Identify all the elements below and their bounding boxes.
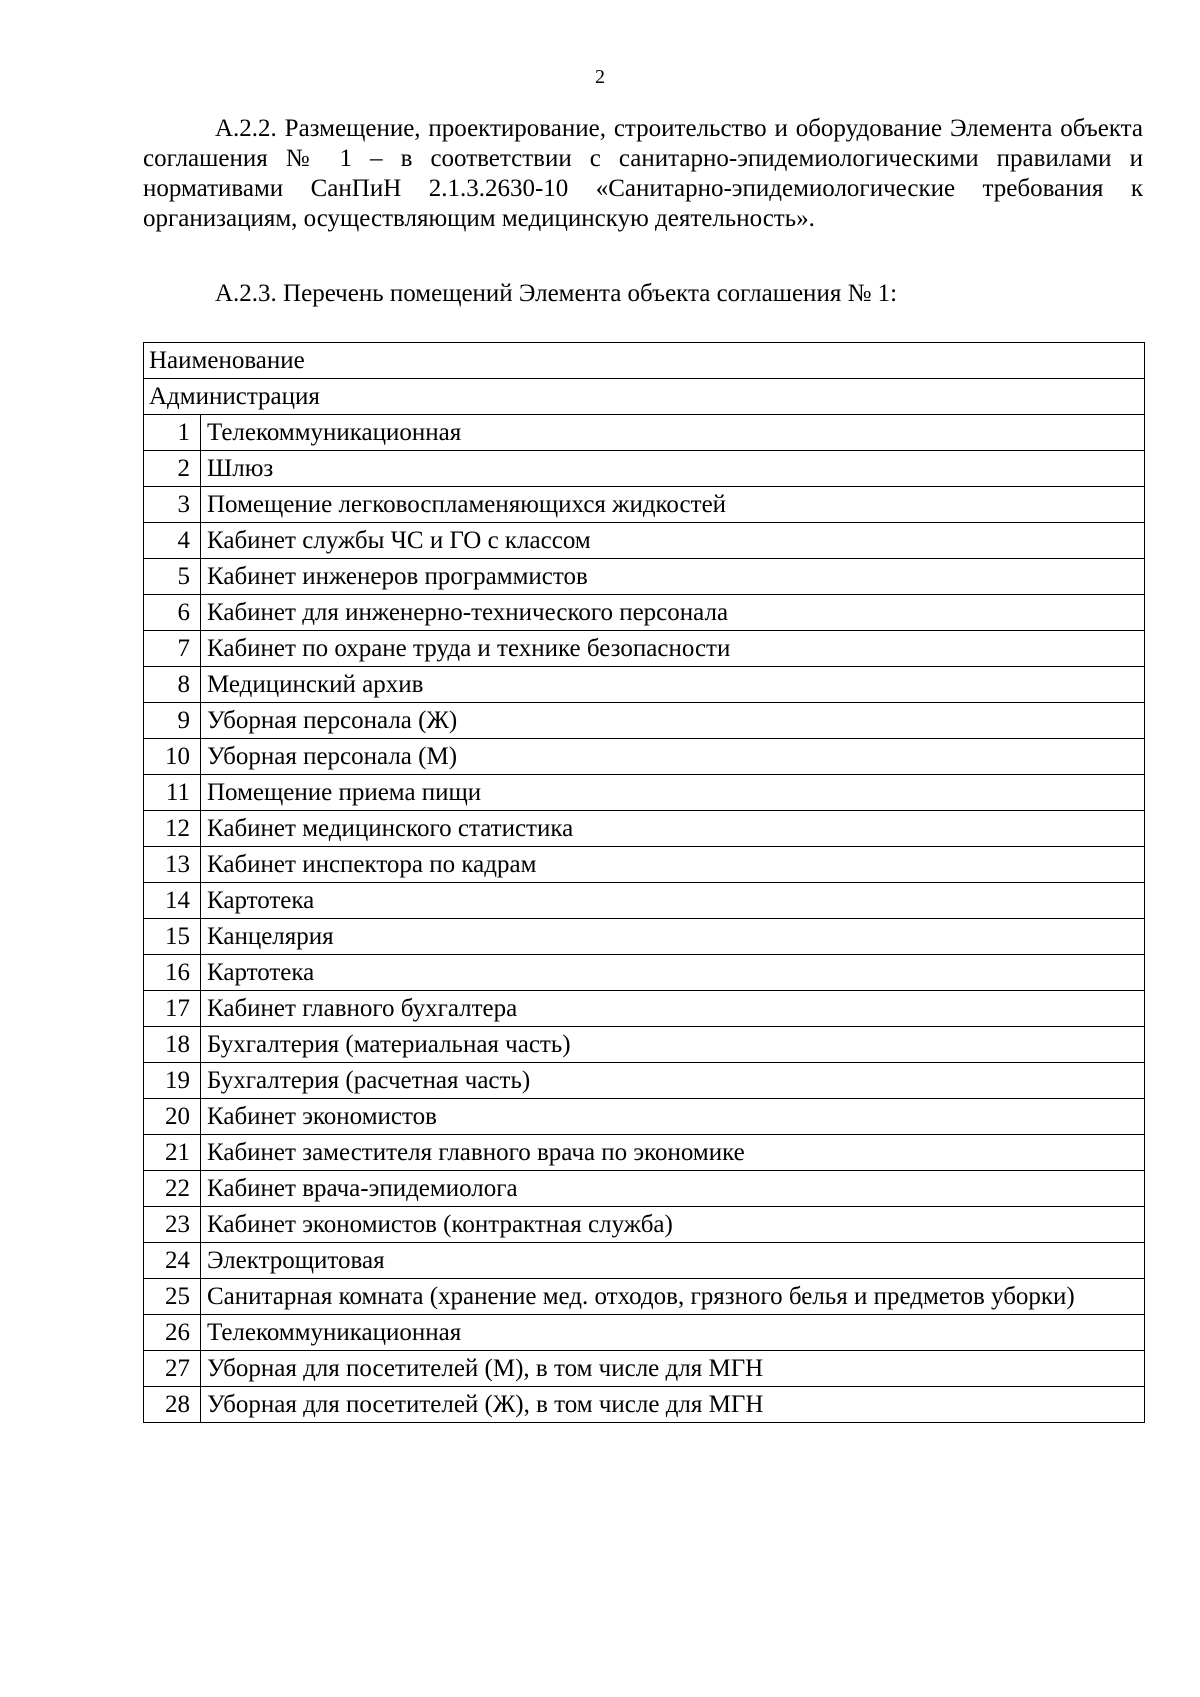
row-number: 8: [144, 667, 201, 703]
room-name: Канцелярия: [201, 919, 1145, 955]
room-name: Картотека: [201, 883, 1145, 919]
room-name: Уборная персонала (Ж): [201, 703, 1145, 739]
room-name: Кабинет службы ЧС и ГО с классом: [201, 523, 1145, 559]
table-row: [144, 451, 1145, 487]
row-number: 11: [144, 775, 201, 811]
table-row: [144, 1279, 1145, 1315]
table-header-cell: Наименование: [144, 343, 1145, 379]
table-row: [144, 523, 1145, 559]
room-name: Кабинет для инженерно-технического персонала: [201, 595, 1145, 631]
paragraph-a-2-2: А.2.2. Размещение, проектирование, строительство и оборудование Элемента объекта соглашения № 1 – в соответствии с санитарно-эпидемиологическими правилами и нормативами СанПиН 2.1.3.2630-10 «Санитарно-эпидемиологические требования к организациям, осуществляющим медицинскую деятельность».: [143, 115, 1143, 232]
table-row: [144, 487, 1145, 523]
table-header-row: [144, 343, 1145, 379]
room-name: Уборная для посетителей (Ж), в том числе для МГН: [201, 1387, 1145, 1423]
row-number: 16: [144, 955, 201, 991]
room-name: Бухгалтерия (расчетная часть): [201, 1063, 1145, 1099]
room-name: Кабинет экономистов (контрактная служба): [201, 1207, 1145, 1243]
row-number: 4: [144, 523, 201, 559]
room-name: Электрощитовая: [201, 1243, 1145, 1279]
row-number: 25: [144, 1279, 201, 1315]
table-row: [144, 1171, 1145, 1207]
room-name: Кабинет инспектора по кадрам: [201, 847, 1145, 883]
room-name: Бухгалтерия (материальная часть): [201, 1027, 1145, 1063]
room-name: Уборная для посетителей (М), в том числе для МГН: [201, 1351, 1145, 1387]
row-number: 2: [144, 451, 201, 487]
table-row: [144, 667, 1145, 703]
table-row: [144, 991, 1145, 1027]
row-number: 10: [144, 739, 201, 775]
table-row: [144, 847, 1145, 883]
row-number: 5: [144, 559, 201, 595]
row-number: 12: [144, 811, 201, 847]
page-number: 2: [595, 66, 605, 88]
row-number: 18: [144, 1027, 201, 1063]
table-row: [144, 1243, 1145, 1279]
paragraph-a-2-3: А.2.3. Перечень помещений Элемента объекта соглашения № 1:: [215, 280, 898, 307]
table-section-row: [144, 379, 1145, 415]
row-number: 9: [144, 703, 201, 739]
row-number: 28: [144, 1387, 201, 1423]
room-name: Медицинский архив: [201, 667, 1145, 703]
table-row: [144, 1135, 1145, 1171]
room-name: Кабинет экономистов: [201, 1099, 1145, 1135]
room-name: Кабинет по охране труда и технике безопасности: [201, 631, 1145, 667]
table-row: [144, 595, 1145, 631]
row-number: 24: [144, 1243, 201, 1279]
table-row: [144, 631, 1145, 667]
row-number: 27: [144, 1351, 201, 1387]
table-row: [144, 1099, 1145, 1135]
row-number: 7: [144, 631, 201, 667]
table-row: [144, 883, 1145, 919]
room-name: Кабинет инженеров программистов: [201, 559, 1145, 595]
row-number: 20: [144, 1099, 201, 1135]
room-name: Уборная персонала (М): [201, 739, 1145, 775]
room-name: Кабинет заместителя главного врача по экономике: [201, 1135, 1145, 1171]
table-row: [144, 919, 1145, 955]
table-row: [144, 811, 1145, 847]
row-number: 21: [144, 1135, 201, 1171]
table-row: [144, 955, 1145, 991]
table-section-cell: Администрация: [144, 379, 1145, 415]
row-number: 26: [144, 1315, 201, 1351]
room-name: Картотека: [201, 955, 1145, 991]
row-number: 17: [144, 991, 201, 1027]
table-row: [144, 1063, 1145, 1099]
table-row: [144, 1351, 1145, 1387]
room-name: Телекоммуникационная: [201, 1315, 1145, 1351]
room-name: Помещение легковоспламеняющихся жидкостей: [201, 487, 1145, 523]
table-row: [144, 703, 1145, 739]
table-row: [144, 1027, 1145, 1063]
row-number: 14: [144, 883, 201, 919]
room-name: Кабинет медицинского статистика: [201, 811, 1145, 847]
room-name: Помещение приема пищи: [201, 775, 1145, 811]
row-number: 1: [144, 415, 201, 451]
row-number: 6: [144, 595, 201, 631]
row-number: 22: [144, 1171, 201, 1207]
room-name: Кабинет главного бухгалтера: [201, 991, 1145, 1027]
rooms-table: [143, 342, 1145, 1423]
row-number: 13: [144, 847, 201, 883]
table-row: [144, 415, 1145, 451]
row-number: 19: [144, 1063, 201, 1099]
row-number: 3: [144, 487, 201, 523]
row-number: 23: [144, 1207, 201, 1243]
table-row: [144, 1387, 1145, 1423]
table-row: [144, 739, 1145, 775]
table-row: [144, 775, 1145, 811]
table-row: [144, 1207, 1145, 1243]
row-number: 15: [144, 919, 201, 955]
table-row: [144, 559, 1145, 595]
room-name: Шлюз: [201, 451, 1145, 487]
room-name: Телекоммуникационная: [201, 415, 1145, 451]
room-name: Кабинет врача-эпидемиолога: [201, 1171, 1145, 1207]
table-row: [144, 1315, 1145, 1351]
room-name: Санитарная комната (хранение мед. отходов, грязного белья и предметов уборки): [201, 1279, 1145, 1315]
